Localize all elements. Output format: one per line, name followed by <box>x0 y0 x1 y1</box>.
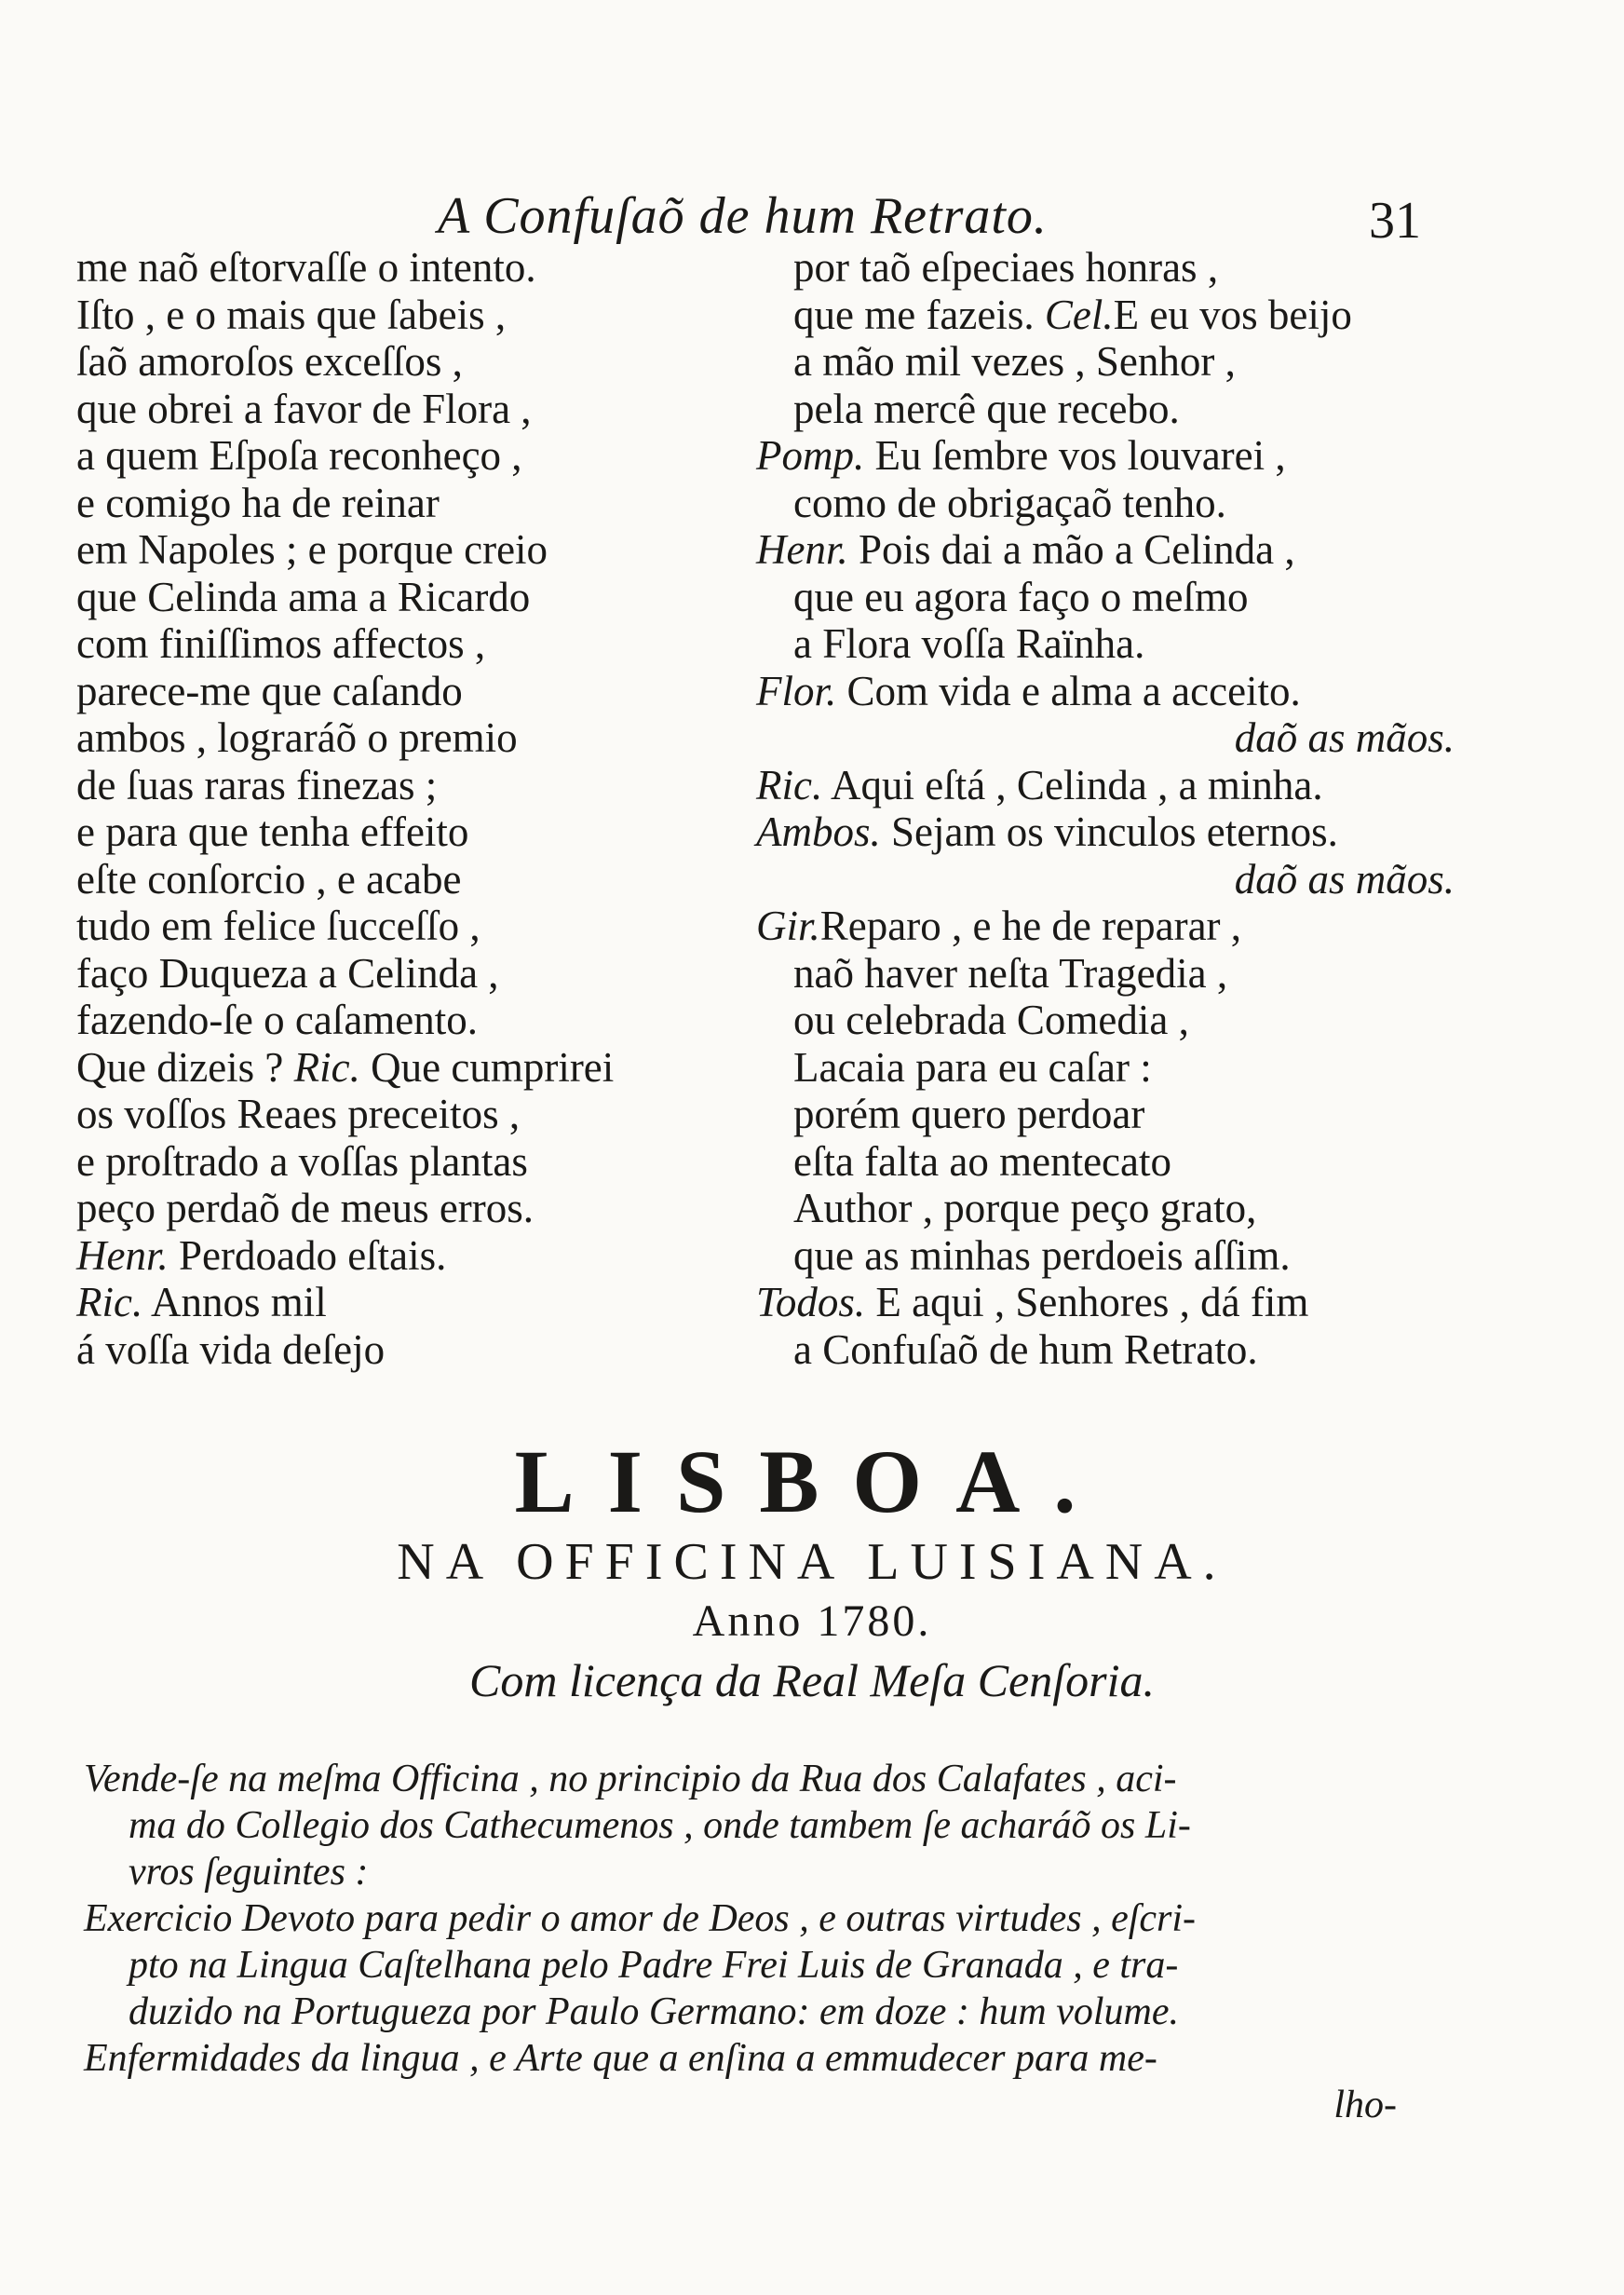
verse-text: a quem Eſpoſa reconheço , <box>76 432 522 479</box>
speaker-name: Ric. <box>293 1043 360 1091</box>
verse-line <box>76 808 747 856</box>
verse-text: como de obrigaçaõ tenho. <box>793 479 1226 526</box>
verse-line <box>756 808 1464 856</box>
verse-text: Que dizeis ? <box>76 1043 294 1091</box>
verse-line <box>76 574 747 621</box>
verse-line <box>76 762 747 809</box>
verse-text: Que cumprirei <box>359 1043 615 1091</box>
verse-text: que Celinda ama a Ricardo <box>76 573 531 620</box>
verse-text: me naõ eſtorvaſſe o intento. <box>76 244 536 291</box>
verse-text: Com vida e alma a acceito. <box>836 667 1301 714</box>
catalog-line: Enfermidades da lingua , e Arte que a enſina a emmudecer para me- <box>84 2037 1157 2080</box>
verse-text: E aqui , Senhores , dá fim <box>865 1279 1309 1325</box>
verse-text: eſta falta ao mentecato <box>793 1137 1172 1185</box>
verse-line <box>76 432 747 480</box>
catalog-entry <box>84 2035 1425 2082</box>
verse-line <box>756 1326 1464 1374</box>
verse-text: de ſuas raras finezas ; <box>76 761 438 808</box>
verse-line <box>756 386 1464 433</box>
verse-text: Perdoado eſtais. <box>168 1231 447 1279</box>
stage-direction-text: daõ as mãos. <box>1234 714 1455 761</box>
verse-line <box>76 1326 747 1374</box>
verse-line <box>76 1044 747 1092</box>
imprint-city: LISBOA. <box>514 1432 1110 1531</box>
imprint-license: Com licença da Real Meſa Cenſoria. <box>469 1654 1155 1706</box>
verse-text: Aqui eſtá , Celinda , a minha. <box>822 761 1323 808</box>
stage-direction <box>756 714 1464 762</box>
verse-text: á voſſa vida deſejo <box>76 1325 386 1373</box>
verse-line <box>756 1279 1464 1326</box>
verse-line <box>76 244 747 292</box>
verse-text: que as minhas perdoeis aſſim. <box>793 1231 1291 1279</box>
verse-text: Eu ſembre vos louvarei , <box>864 432 1286 479</box>
verse-text: tudo em felice ſucceſſo , <box>76 903 480 949</box>
verse-text: a Flora voſſa Raïnha. <box>793 620 1145 667</box>
verse-text: os voſſos Reaes preceitos , <box>76 1091 521 1137</box>
verse-text: peço perdaõ de meus erros. <box>76 1185 535 1231</box>
speaker-name: Flor. <box>756 667 837 714</box>
stage-direction-text: daõ as mãos. <box>1234 855 1455 903</box>
verse-line <box>76 1138 747 1186</box>
speaker-name: Todos. <box>756 1279 866 1325</box>
verse-line <box>76 526 747 574</box>
verse-line <box>756 526 1464 574</box>
catchword: lho- <box>1333 2084 1397 2126</box>
verse-text: eſte conſorcio , e acabe <box>76 855 462 903</box>
verse-text: em Napoles ; e porque creio <box>76 526 548 573</box>
speaker-name: Henr. <box>76 1231 169 1279</box>
verse-text: ambos , lograráõ o premio <box>76 714 518 761</box>
verse-text: Annos mil <box>142 1279 327 1325</box>
verse-text: E eu vos beijo <box>1113 291 1352 338</box>
page-number: 31 <box>1369 192 1421 250</box>
verse-text: faço Duqueza a Celinda , <box>76 949 499 997</box>
verse-line <box>76 950 747 998</box>
catalog-line: Vende-ſe na meſma Officina , no principio da Rua dos Calafates , aci- <box>84 1758 1177 1800</box>
verse-line <box>756 950 1464 998</box>
verse-line <box>76 997 747 1044</box>
verse-text: fazendo-ſe o caſamento. <box>76 997 479 1043</box>
verse-line <box>76 1279 747 1326</box>
verse-text: parece-me que caſando <box>76 667 463 714</box>
verse-line <box>756 1044 1464 1092</box>
left-verse-column <box>76 244 747 1373</box>
verse-line <box>756 762 1464 809</box>
verse-line <box>756 292 1464 339</box>
verse-line <box>76 292 747 339</box>
imprint-year: Anno 1780. <box>692 1596 932 1646</box>
verse-text: a mão mil vezes , Senhor , <box>793 338 1236 385</box>
verse-line <box>76 386 747 433</box>
stage-direction <box>756 856 1464 903</box>
speaker-name: Ambos. <box>756 808 881 855</box>
verse-text: por taõ eſpeciaes honras , <box>793 244 1219 291</box>
verse-text: pela mercê que recebo. <box>793 385 1180 432</box>
right-verse-column <box>756 244 1464 1373</box>
verse-line <box>756 903 1464 950</box>
imprint-office: NA OFFICINA LUISIANA. <box>397 1533 1227 1591</box>
speaker-name: Ric. <box>756 761 823 808</box>
verse-text: com finiſſimos affectos , <box>76 620 486 667</box>
verse-text: Pois dai a mão a Celinda , <box>847 526 1295 573</box>
verse-text: naõ haver neſta Tragedia , <box>793 949 1228 997</box>
verse-text: ou celebrada Comedia , <box>793 997 1189 1043</box>
verse-line <box>76 856 747 903</box>
speaker-name: Henr. <box>756 526 848 573</box>
verse-text: Reparo , e he de reparar , <box>819 903 1242 949</box>
speaker-name: Ric. <box>76 1279 143 1325</box>
verse-line <box>756 480 1464 527</box>
verse-text: Sejam os vinculos eternos. <box>880 808 1338 855</box>
verse-line <box>76 903 747 950</box>
verse-line <box>76 338 747 386</box>
speaker-name: Pomp. <box>756 432 865 479</box>
verse-line <box>76 480 747 527</box>
verse-text: que obrei a favor de Flora , <box>76 385 532 432</box>
catalog-line: ma do Collegio dos Cathecumenos , onde tambem ſe acharáõ os Li- <box>129 1804 1191 1847</box>
verse-line <box>756 432 1464 480</box>
running-title: A Confuſaõ de hum Retrato. <box>438 187 1048 245</box>
verse-text: porém quero perdoar <box>793 1091 1145 1137</box>
speaker-name: Cel. <box>1044 291 1114 338</box>
verse-text: que me fazeis. <box>793 291 1045 338</box>
verse-line <box>756 620 1464 668</box>
book-catalog <box>84 1756 1425 2128</box>
verse-text: e proſtrado a voſſas plantas <box>76 1137 528 1185</box>
verse-text: a Confuſaõ de hum Retrato. <box>793 1325 1258 1373</box>
verse-text: e comigo ha de reinar <box>76 479 440 526</box>
verse-line <box>76 668 747 715</box>
verse-line <box>756 1232 1464 1280</box>
verse-line <box>756 668 1464 715</box>
catalog-line: pto na Lingua Caſtelhana pelo Padre Frei Luis de Granada , e tra- <box>129 1944 1179 1987</box>
catalog-line: Exercicio Devoto para pedir o amor de Deos , e outras virtudes , eſcri- <box>84 1897 1197 1940</box>
verse-line <box>76 1185 747 1232</box>
verse-line <box>756 1091 1464 1138</box>
verse-line <box>756 338 1464 386</box>
verse-line <box>756 1185 1464 1232</box>
verse-text: que eu agora faço o meſmo <box>793 573 1249 620</box>
verse-line <box>76 620 747 668</box>
verse-line <box>756 997 1464 1044</box>
speaker-name: Gir. <box>756 903 820 949</box>
catalog-line: duzido na Portugueza por Paulo Germano: em doze : hum volume. <box>129 1990 1180 2033</box>
verse-text: ſaõ amoroſos exceſſos , <box>76 338 463 385</box>
verse-line <box>76 1091 747 1138</box>
verse-text: e para que tenha effeito <box>76 808 469 855</box>
verse-line <box>756 574 1464 621</box>
catalog-entries <box>84 1756 1425 2082</box>
catalog-line: vros ſeguintes : <box>129 1851 369 1894</box>
verse-line <box>76 1232 747 1280</box>
catalog-entry <box>84 1756 1425 1895</box>
verse-text: Lacaia para eu caſar : <box>793 1043 1152 1091</box>
verse-line <box>76 714 747 762</box>
verse-text: Author , porque peço grato, <box>793 1185 1257 1231</box>
verse-text: Iſto , e o mais que ſabeis , <box>76 291 507 338</box>
verse-line <box>756 1138 1464 1186</box>
catalog-entry <box>84 1895 1425 2035</box>
verse-line <box>756 244 1464 292</box>
